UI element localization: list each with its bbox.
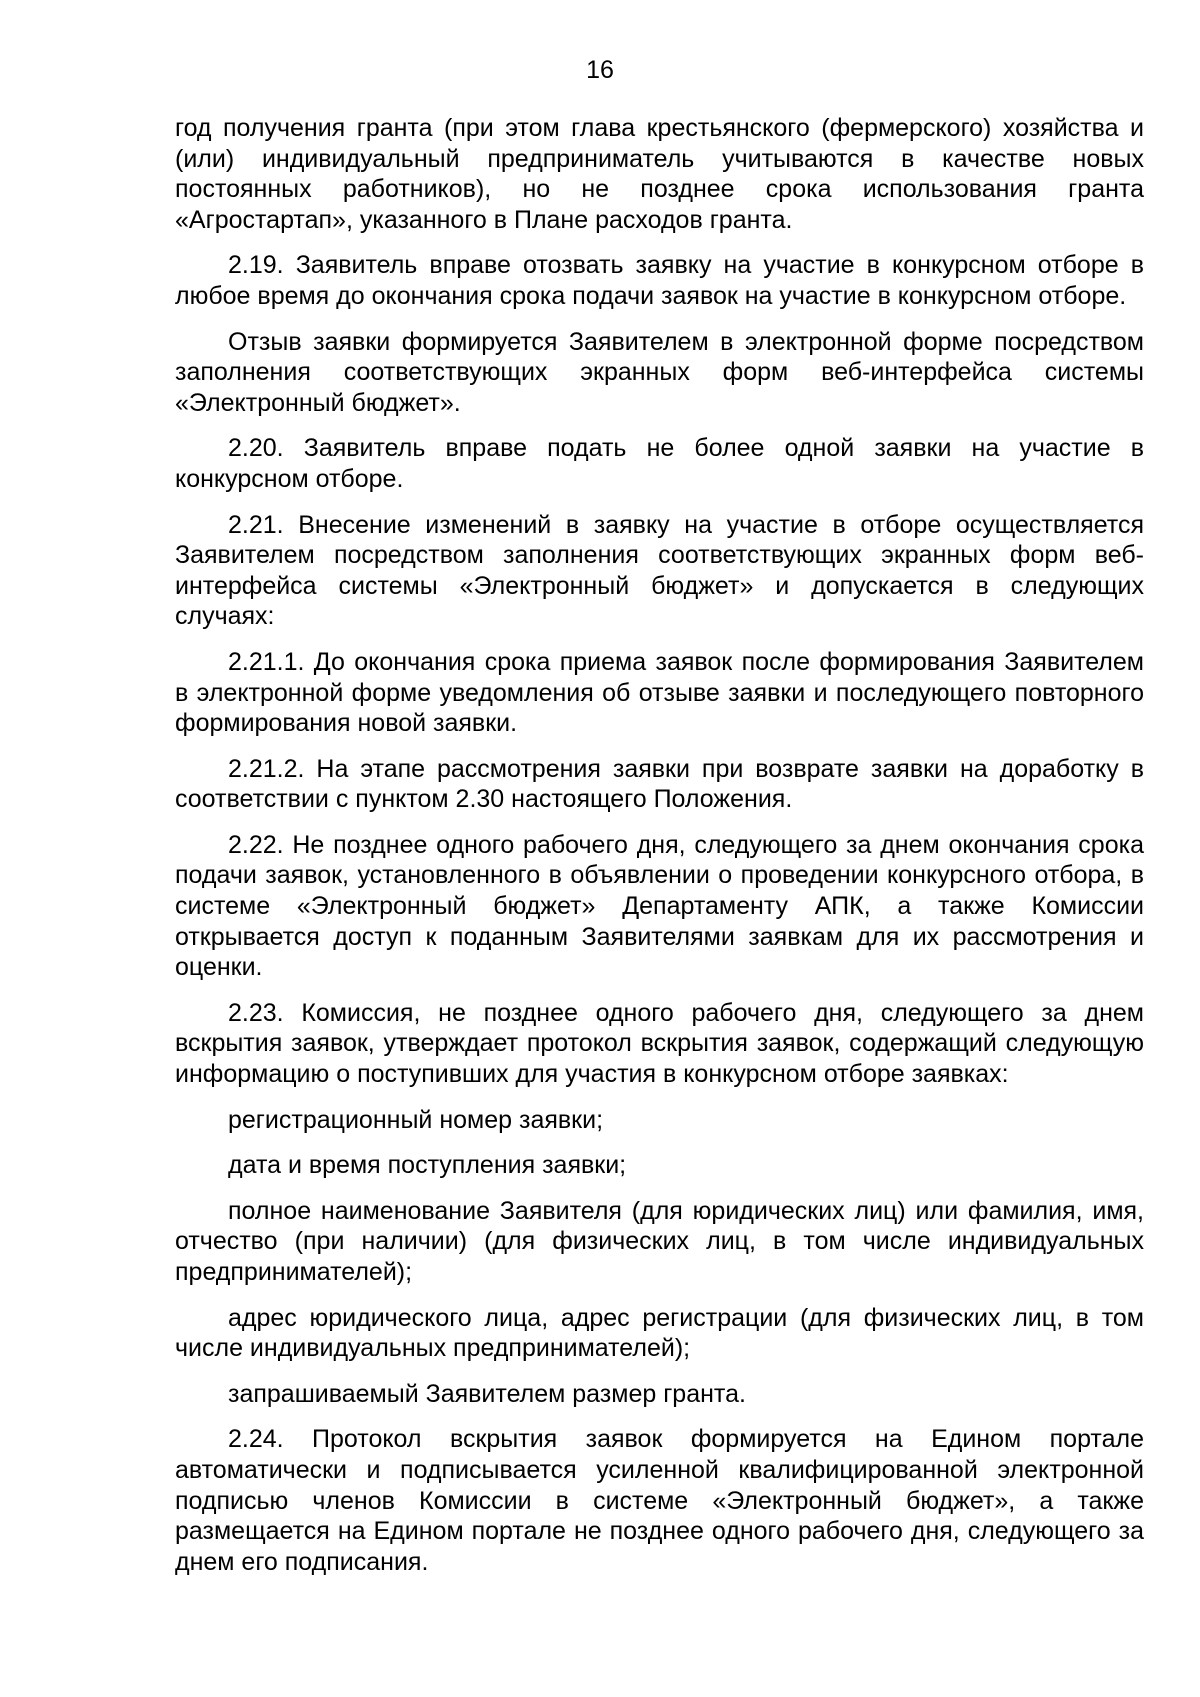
paragraph-withdrawal: Отзыв заявки формируется Заявителем в электронной форме посредством заполнения соответствующих экранных форм веб-интерфейса системы «Электронный бюджет». [175,327,1144,417]
paragraph-2-22: 2.22. Не позднее одного рабочего дня, следующего за днем окончания срока подачи заявок, установленного в объявлении о проведении конкурсного отбора, в системе «Электронный бюджет» Департаменту АПК, а также Комиссии открывается доступ к поданным Заявителями заявкам для их рассмотрения и оценки. [175,830,1144,982]
paragraph-2-21-1: 2.21.1. До окончания срока приема заявок после формирования Заявителем в электронной форме уведомления об отзыве заявки и последующего повторного формирования новой заявки. [175,647,1144,738]
paragraph-continuation: год получения гранта (при этом глава крестьянского (фермерского) хозяйства и (или) индивидуальный предприниматель учитываются в качестве новых постоянных работников), но не позднее срока использования гранта «Агростартап», указанного в Плане расходов гранта. [175,114,1144,234]
paragraph-2-23: 2.23. Комиссия, не позднее одного рабочего дня, следующего за днем вскрытия заявок, утверждает протокол вскрытия заявок, содержащий следующую информацию о поступивших для участия в конкурсном отборе заявках: [175,998,1144,1089]
paragraph-2-21: 2.21. Внесение изменений в заявку на участие в отборе осуществляется Заявителем посредством заполнения соответствующих экранных форм веб-интерфейса системы «Электронный бюджет» и допускается в следующих случаях: [175,510,1144,631]
paragraph-2-20: 2.20. Заявитель вправе подать не более одной заявки на участие в конкурсном отборе. [175,434,1144,493]
document-body [175,113,1144,1592]
list-item-date-time: дата и время поступления заявки; [228,1151,627,1180]
list-item-grant-amount: запрашиваемый Заявителем размер гранта. [228,1379,746,1408]
paragraph-2-19: 2.19. Заявитель вправе отозвать заявку на участие в конкурсном отборе в любое время до окончания срока подачи заявок на участие в конкурсном отборе. [175,251,1144,310]
list-item-applicant-name: полное наименование Заявителя (для юридических лиц) или фамилия, имя, отчество (при наличии) (для физических лиц, в том числе индивидуальных предпринимателей); [175,1196,1144,1286]
page-number: 16 [586,56,614,84]
list-item-address: адрес юридического лица, адрес регистрации (для физических лиц, в том числе индивидуальных предпринимателей); [175,1303,1144,1363]
list-item-registration-number: регистрационный номер заявки; [228,1105,604,1134]
paragraph-2-24: 2.24. Протокол вскрытия заявок формируется на Едином портале автоматически и подписывается усиленной квалифицированной электронной подписью членов Комиссии в системе «Электронный бюджет», а также размещается на Едином портале не позднее одного рабочего дня, следующего за днем его подписания. [175,1425,1144,1576]
paragraph-2-21-2: 2.21.2. На этапе рассмотрения заявки при возврате заявки на доработку в соответствии с пунктом 2.30 настоящего Положения. [175,754,1144,814]
